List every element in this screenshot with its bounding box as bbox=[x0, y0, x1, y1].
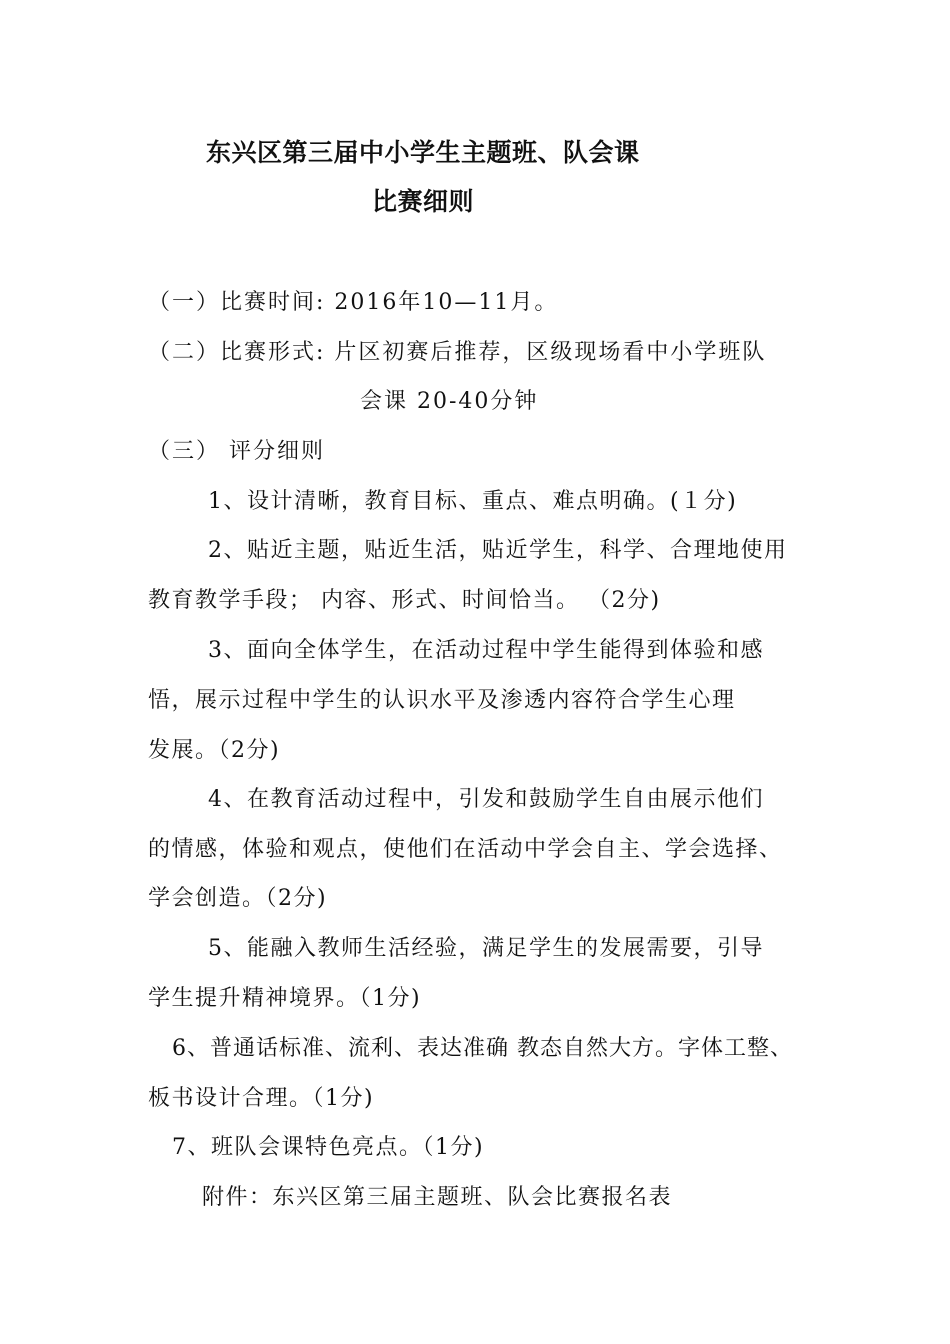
scoring-item-2-cont: 教育教学手段； 内容、形式、时间恰当。 （2分) bbox=[148, 588, 661, 613]
section-2-duration: 会课 20-40分钟 bbox=[360, 389, 539, 414]
document-title-line-2: 比赛细则 bbox=[372, 187, 475, 216]
scoring-item-4-cont-2: 学会创造。（2分) bbox=[148, 886, 328, 911]
scoring-item-3: 3、面向全体学生，在活动过程中学生能得到体验和感 bbox=[208, 638, 764, 663]
document-title-line-1: 东兴区第三届中小学生主题班、队会课 bbox=[206, 138, 640, 167]
scoring-item-6-cont: 板书设计合理。（1分) bbox=[148, 1086, 375, 1111]
scoring-item-4: 4、在教育活动过程中，引发和鼓励学生自由展示他们 bbox=[208, 787, 764, 812]
scoring-item-6: 6、普通话标准、流利、表达准确 教态自然大方。字体工整、 bbox=[172, 1036, 793, 1061]
scoring-item-5: 5、能融入教师生活经验，满足学生的发展需要，引导 bbox=[208, 936, 764, 961]
scoring-item-4-cont: 的情感，体验和观点，使他们在活动中学会自主、学会选择、 bbox=[148, 837, 783, 862]
scoring-item-3-cont: 悟，展示过程中学生的认识水平及渗透内容符合学生心理 bbox=[148, 688, 736, 713]
section-3-scoring-heading: （三） 评分细则 bbox=[148, 439, 325, 464]
section-1-competition-time: （一）比赛时间: 2016年10—11月。 bbox=[148, 290, 559, 315]
attachment-note: 附件：东兴区第三届主题班、队会比赛报名表 bbox=[202, 1185, 673, 1210]
scoring-item-3-cont-2: 发展。（2分) bbox=[148, 738, 281, 763]
scoring-item-1: 1、设计清晰，教育目标、重点、难点明确。(１分) bbox=[208, 489, 738, 514]
section-2-competition-format: （二）比赛形式: 片区初赛后推荐，区级现场看中小学班队 bbox=[148, 340, 767, 365]
scoring-item-2: 2、贴近主题，贴近生活，贴近学生，科学、合理地使用 bbox=[208, 538, 788, 563]
scoring-item-5-cont: 学生提升精神境界。（1分) bbox=[148, 986, 422, 1011]
scoring-item-7: 7、班队会课特色亮点。（1分) bbox=[172, 1135, 485, 1160]
